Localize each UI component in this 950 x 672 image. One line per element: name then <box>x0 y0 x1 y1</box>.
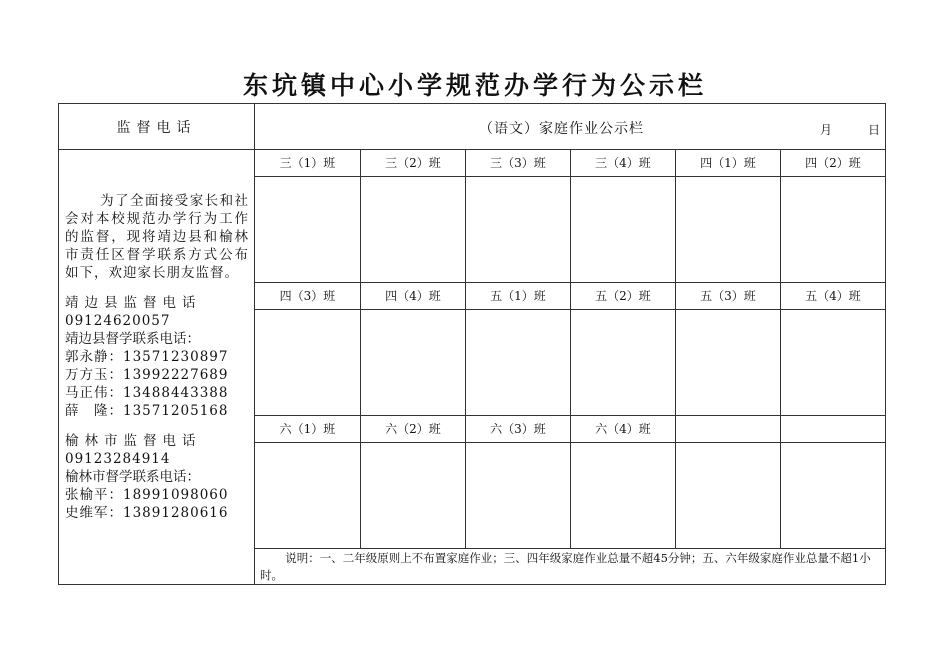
homework-board-title: （语文）家庭作业公示栏 <box>479 121 644 137</box>
county-supervision-phone: 09124620057 <box>65 313 171 329</box>
grid-line <box>780 150 781 548</box>
class-label: 六（3）班 <box>490 422 546 436</box>
supervision-info <box>65 192 249 522</box>
supervision-phone-header: 监督电话 <box>116 119 197 136</box>
county-supervision-label: 靖边县监督电话 <box>65 295 202 311</box>
county-inspector-title: 靖边县督学联系电话： <box>65 331 200 347</box>
class-label: 三（2）班 <box>385 156 441 170</box>
inspector-contact: 张榆平：18991098060 <box>65 487 229 503</box>
class-label: 四（3）班 <box>279 289 336 303</box>
class-label: 五（4）班 <box>805 289 861 303</box>
city-supervision-phone: 09123284914 <box>65 451 171 467</box>
class-label: 五（1）班 <box>490 289 546 303</box>
class-label: 三（3）班 <box>490 156 546 170</box>
class-label: 四（1）班 <box>700 156 756 170</box>
class-label <box>676 416 780 442</box>
grid-line <box>255 548 885 549</box>
class-label: 六（2）班 <box>385 422 441 436</box>
homework-board-header <box>255 104 885 149</box>
class-label: 四（2）班 <box>805 156 861 170</box>
class-label: 五（3）班 <box>700 289 756 303</box>
grid-line <box>570 150 571 548</box>
notice-board-table <box>58 103 886 585</box>
inspector-contact: 万方玉：13992227689 <box>65 367 229 383</box>
class-label: 四（4）班 <box>385 289 441 303</box>
class-label: 三（4）班 <box>595 156 651 170</box>
inspector-contact: 薛 隆：13571205168 <box>65 403 229 419</box>
inspector-contact: 郭永静：13571230897 <box>65 349 229 365</box>
page-title: 东坑镇中心小学规范办学行为公示栏 <box>242 71 707 100</box>
class-label: 六（4）班 <box>595 422 651 436</box>
inspector-contact: 史维军：13891280616 <box>65 505 229 521</box>
class-label: 六（1）班 <box>279 422 336 436</box>
grid-line <box>465 150 466 548</box>
day-label: 日 <box>868 123 881 137</box>
grid-line <box>675 150 676 548</box>
class-label <box>781 416 885 442</box>
city-supervision-label: 榆林市监督电话 <box>65 433 202 449</box>
class-label: 三（1）班 <box>279 156 336 170</box>
grid-line <box>360 150 361 548</box>
homework-policy-note: 说明：一、二年级原则上不布置家庭作业；三、四年级家庭作业总量不超45分钟；五、六年级家庭作业总量不超1小时。 <box>260 551 871 582</box>
city-inspector-title: 榆林市督学联系电话： <box>65 469 200 485</box>
class-label: 五（2）班 <box>595 289 651 303</box>
inspector-contact: 马正伟：13488443388 <box>65 385 229 401</box>
month-label: 月 <box>820 123 833 137</box>
supervision-intro: 为了全面接受家长和社会对本校规范办学行为工作的监督，现将靖边县和榆林市责任区督学联系方式公布如下，欢迎家长朋友监督。 <box>65 193 249 281</box>
